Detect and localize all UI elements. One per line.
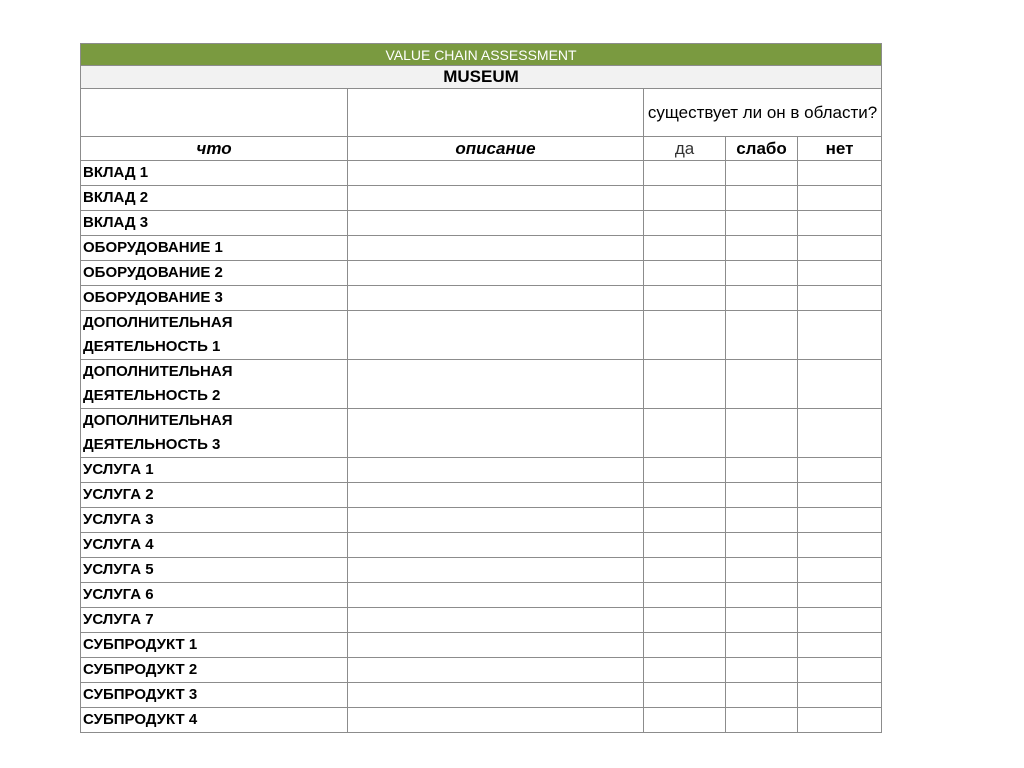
description-cell[interactable] [348,558,644,583]
no-cell[interactable] [798,186,882,211]
no-cell[interactable] [798,608,882,633]
yes-cell[interactable] [644,458,726,483]
table-row [81,683,882,708]
column-header-no: нет [798,137,882,161]
yes-cell[interactable] [644,360,726,409]
description-cell[interactable] [348,508,644,533]
table-row [81,261,882,286]
yes-cell[interactable] [644,261,726,286]
yes-cell[interactable] [644,558,726,583]
weak-cell[interactable] [726,658,798,683]
yes-cell[interactable] [644,608,726,633]
description-cell[interactable] [348,311,644,360]
column-header-yes: да [644,137,726,161]
yes-cell[interactable] [644,211,726,236]
row-label: УСЛУГА 6 [81,583,348,608]
yes-cell[interactable] [644,683,726,708]
weak-cell[interactable] [726,483,798,508]
yes-cell[interactable] [644,161,726,186]
weak-cell[interactable] [726,186,798,211]
table-row [81,409,882,458]
weak-cell[interactable] [726,360,798,409]
description-cell[interactable] [348,583,644,608]
row-label: СУБПРОДУКТ 1 [81,633,348,658]
no-cell[interactable] [798,236,882,261]
yes-cell[interactable] [644,508,726,533]
description-cell[interactable] [348,211,644,236]
row-label: УСЛУГА 1 [81,458,348,483]
description-cell[interactable] [348,286,644,311]
yes-cell[interactable] [644,409,726,458]
table-row [81,311,882,360]
no-cell[interactable] [798,633,882,658]
weak-cell[interactable] [726,311,798,360]
table-title: VALUE CHAIN ASSESSMENT [81,44,882,66]
table-row [81,236,882,261]
weak-cell[interactable] [726,211,798,236]
weak-cell[interactable] [726,633,798,658]
table-row [81,508,882,533]
yes-cell[interactable] [644,286,726,311]
blank-cell [348,89,644,137]
yes-cell[interactable] [644,483,726,508]
description-cell[interactable] [348,261,644,286]
no-cell[interactable] [798,533,882,558]
table-row [81,458,882,483]
description-cell[interactable] [348,186,644,211]
row-label: ОБОРУДОВАНИЕ 3 [81,286,348,311]
yes-cell[interactable] [644,633,726,658]
yes-cell[interactable] [644,311,726,360]
table-row [81,186,882,211]
row-label: СУБПРОДУКТ 3 [81,683,348,708]
weak-cell[interactable] [726,533,798,558]
existence-question: существует ли он в области? [644,89,882,137]
weak-cell[interactable] [726,608,798,633]
yes-cell[interactable] [644,583,726,608]
yes-cell[interactable] [644,708,726,733]
row-label: УСЛУГА 3 [81,508,348,533]
no-cell[interactable] [798,683,882,708]
blank-cell [81,89,348,137]
table-row [81,483,882,508]
row-label: СУБПРОДУКТ 2 [81,658,348,683]
description-cell[interactable] [348,633,644,658]
row-label: УСЛУГА 7 [81,608,348,633]
description-cell[interactable] [348,483,644,508]
table-subtitle: MUSEUM [81,66,882,89]
description-cell[interactable] [348,409,644,458]
table-row [81,533,882,558]
no-cell[interactable] [798,409,882,458]
weak-cell[interactable] [726,683,798,708]
weak-cell[interactable] [726,583,798,608]
description-cell[interactable] [348,683,644,708]
row-label: ОБОРУДОВАНИЕ 1 [81,236,348,261]
table-row [81,658,882,683]
no-cell[interactable] [798,583,882,608]
description-cell[interactable] [348,161,644,186]
no-cell[interactable] [798,658,882,683]
description-cell[interactable] [348,533,644,558]
yes-cell[interactable] [644,236,726,261]
no-cell[interactable] [798,458,882,483]
weak-cell[interactable] [726,558,798,583]
no-cell[interactable] [798,708,882,733]
row-label: ОБОРУДОВАНИЕ 2 [81,261,348,286]
column-header-description: описание [348,137,644,161]
table-row [81,633,882,658]
description-cell[interactable] [348,608,644,633]
no-cell[interactable] [798,360,882,409]
no-cell[interactable] [798,508,882,533]
row-label: ВКЛАД 1 [81,161,348,186]
row-label: ВКЛАД 2 [81,186,348,211]
no-cell[interactable] [798,161,882,186]
weak-cell[interactable] [726,236,798,261]
row-label: ДОПОЛНИТЕЛЬНАЯ ДЕЯТЕЛЬНОСТЬ 1 [81,311,348,360]
no-cell[interactable] [798,311,882,360]
yes-cell[interactable] [644,658,726,683]
description-cell[interactable] [348,236,644,261]
row-label: УСЛУГА 2 [81,483,348,508]
description-cell[interactable] [348,360,644,409]
table-row [81,360,882,409]
table-row [81,608,882,633]
weak-cell[interactable] [726,261,798,286]
weak-cell[interactable] [726,708,798,733]
no-cell[interactable] [798,286,882,311]
yes-cell[interactable] [644,533,726,558]
no-cell[interactable] [798,483,882,508]
table-row [81,708,882,733]
value-chain-table [80,43,882,733]
weak-cell[interactable] [726,458,798,483]
weak-cell[interactable] [726,508,798,533]
table-row [81,161,882,186]
row-label: ДОПОЛНИТЕЛЬНАЯ ДЕЯТЕЛЬНОСТЬ 2 [81,360,348,409]
row-label: УСЛУГА 4 [81,533,348,558]
column-header-what: что [81,137,348,161]
table-row [81,286,882,311]
weak-cell[interactable] [726,161,798,186]
no-cell[interactable] [798,558,882,583]
weak-cell[interactable] [726,286,798,311]
description-cell[interactable] [348,458,644,483]
table-row [81,211,882,236]
no-cell[interactable] [798,261,882,286]
row-label: СУБПРОДУКТ 4 [81,708,348,733]
description-cell[interactable] [348,658,644,683]
table-row [81,558,882,583]
weak-cell[interactable] [726,409,798,458]
row-label: УСЛУГА 5 [81,558,348,583]
no-cell[interactable] [798,211,882,236]
description-cell[interactable] [348,708,644,733]
row-label: ВКЛАД 3 [81,211,348,236]
row-label: ДОПОЛНИТЕЛЬНАЯ ДЕЯТЕЛЬНОСТЬ 3 [81,409,348,458]
yes-cell[interactable] [644,186,726,211]
table-row [81,583,882,608]
column-header-weak: слабо [726,137,798,161]
